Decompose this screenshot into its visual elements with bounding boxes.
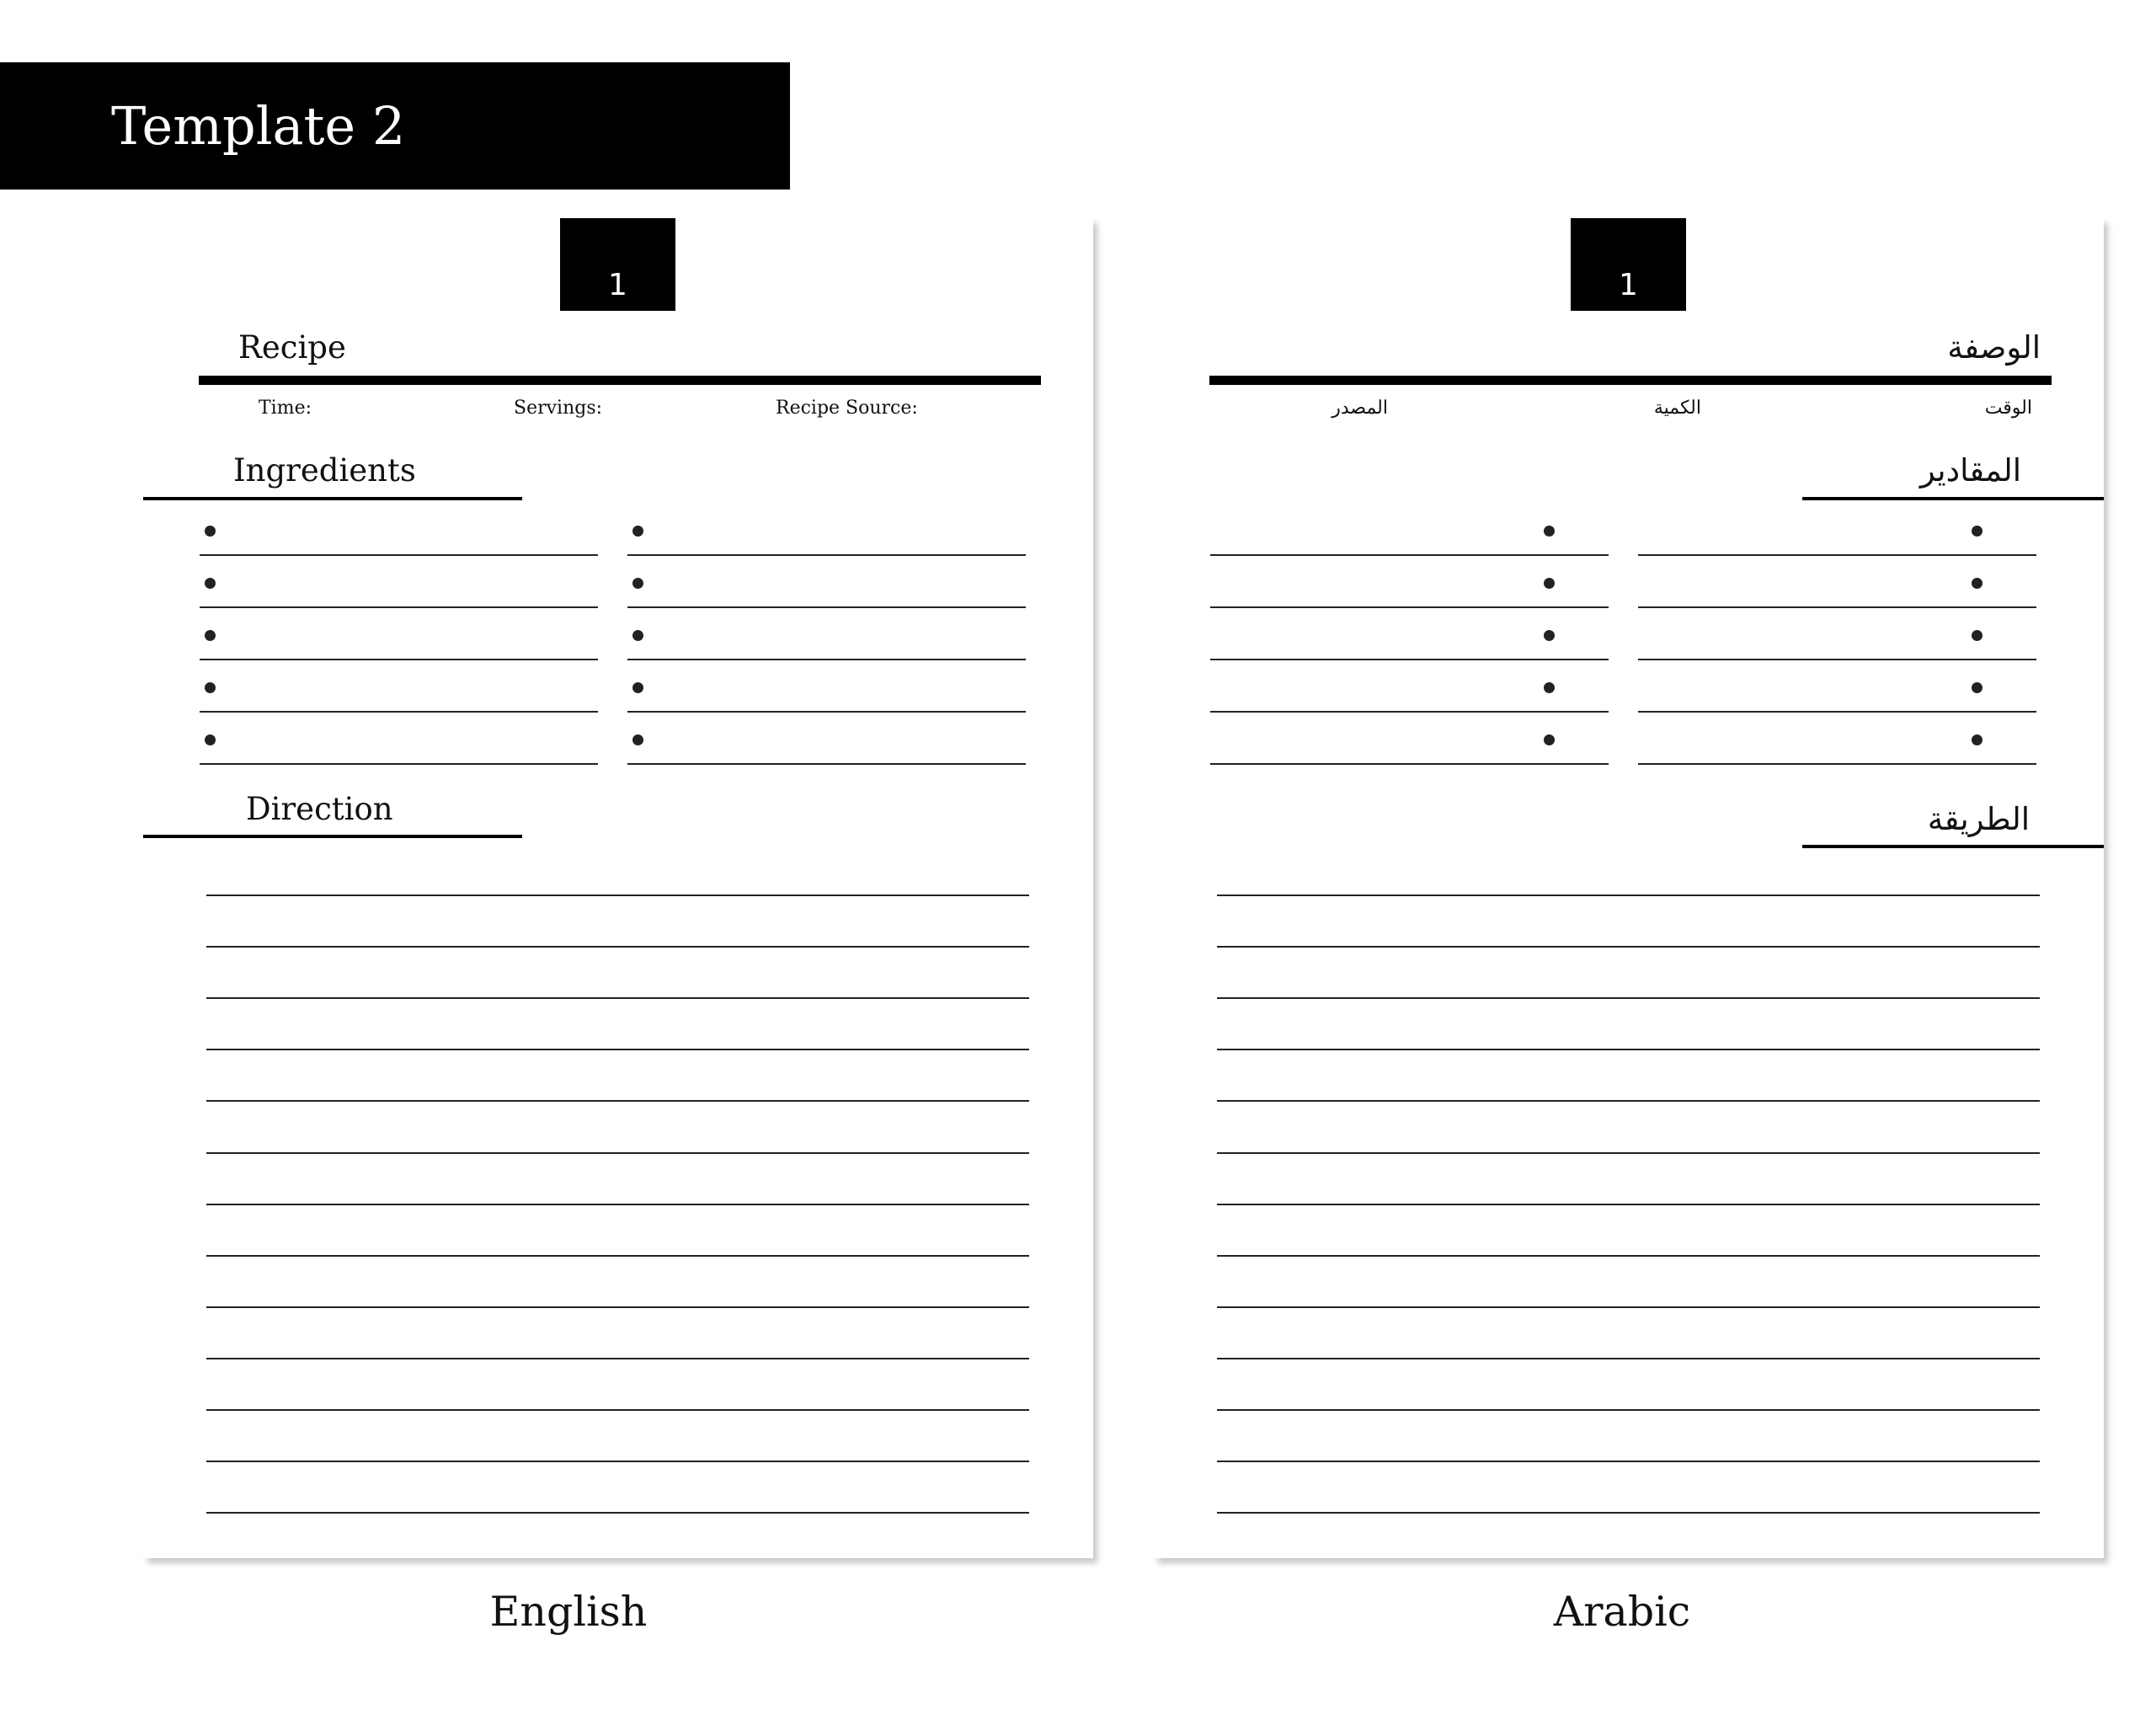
ingredient-bullet xyxy=(205,734,216,745)
ingredient-bullet xyxy=(1544,578,1555,589)
ingredient-bullet xyxy=(1544,630,1555,641)
recipe-source-label: Recipe Source: xyxy=(776,398,918,419)
recipe-source-label: المصدر xyxy=(1331,398,1388,419)
direction-heading-rule xyxy=(143,835,522,838)
ingredient-line xyxy=(1210,763,1609,765)
ingredient-bullet xyxy=(205,526,216,537)
direction-line xyxy=(206,1049,1029,1050)
page-number: 1 xyxy=(1619,268,1638,302)
arabic-recipe-sheet xyxy=(1154,218,2104,1558)
ingredient-line xyxy=(627,711,1026,713)
ingredient-bullet xyxy=(1544,682,1555,693)
ingredient-line xyxy=(627,659,1026,660)
ingredients-heading: المقادير xyxy=(1919,452,2021,489)
ingredient-line xyxy=(627,763,1026,765)
arabic-caption: Arabic xyxy=(1553,1588,1691,1636)
direction-line xyxy=(206,997,1029,999)
ingredient-line xyxy=(1638,711,2036,713)
ingredient-bullet xyxy=(1544,734,1555,745)
ingredients-heading-rule xyxy=(1802,497,2104,500)
direction-line xyxy=(1217,1512,2040,1514)
ingredients-heading: Ingredients xyxy=(233,452,416,489)
direction-line xyxy=(1217,1204,2040,1205)
ingredient-bullet xyxy=(1972,578,1983,589)
direction-line xyxy=(206,895,1029,896)
ingredient-line xyxy=(1638,606,2036,608)
english-caption: English xyxy=(489,1588,648,1636)
ingredient-bullet xyxy=(632,630,643,641)
recipe-heading-rule xyxy=(199,376,1041,385)
recipe-heading: الوصفة xyxy=(1947,329,2041,366)
direction-line xyxy=(1217,895,2040,896)
ingredient-bullet xyxy=(632,734,643,745)
direction-line xyxy=(1217,1049,2040,1050)
ingredient-bullet xyxy=(1972,630,1983,641)
ingredient-bullet xyxy=(205,578,216,589)
direction-line xyxy=(206,1409,1029,1411)
english-recipe-sheet xyxy=(143,218,1093,1558)
template-title-banner xyxy=(0,62,790,190)
direction-line xyxy=(1217,946,2040,948)
ingredient-bullet xyxy=(1972,734,1983,745)
direction-line xyxy=(206,1461,1029,1462)
recipe-heading: Recipe xyxy=(238,329,346,366)
ingredient-line xyxy=(1638,763,2036,765)
ingredient-bullet xyxy=(1972,682,1983,693)
direction-line xyxy=(206,1512,1029,1514)
ingredient-line xyxy=(1638,554,2036,556)
ingredient-bullet xyxy=(632,526,643,537)
ingredient-line xyxy=(1210,711,1609,713)
ingredient-line xyxy=(200,659,598,660)
direction-line xyxy=(206,1100,1029,1102)
ingredient-line xyxy=(627,606,1026,608)
direction-heading-rule xyxy=(1802,845,2104,848)
ingredient-line xyxy=(1210,659,1609,660)
direction-line xyxy=(1217,1461,2040,1462)
page-number-box xyxy=(560,218,675,311)
ingredient-bullet xyxy=(1544,526,1555,537)
direction-line xyxy=(206,1358,1029,1359)
ingredient-line xyxy=(627,554,1026,556)
ingredient-bullet xyxy=(205,682,216,693)
ingredient-line xyxy=(200,763,598,765)
recipe-heading-rule xyxy=(1209,376,2052,385)
time-label: Time: xyxy=(259,398,312,419)
direction-heading: Direction xyxy=(246,791,393,827)
direction-line xyxy=(206,1255,1029,1257)
ingredient-line xyxy=(200,711,598,713)
direction-line xyxy=(1217,1152,2040,1154)
ingredient-bullet xyxy=(1972,526,1983,537)
ingredient-bullet xyxy=(632,578,643,589)
ingredient-line xyxy=(1638,659,2036,660)
direction-line xyxy=(206,946,1029,948)
servings-label: الكمية xyxy=(1653,398,1701,419)
direction-line xyxy=(1217,1409,2040,1411)
ingredients-heading-rule xyxy=(143,497,522,500)
ingredient-bullet xyxy=(632,682,643,693)
template-title: Template 2 xyxy=(111,95,406,157)
servings-label: Servings: xyxy=(514,398,603,419)
ingredient-line xyxy=(200,554,598,556)
direction-line xyxy=(1217,997,2040,999)
direction-line xyxy=(1217,1255,2040,1257)
direction-heading: الطريقة xyxy=(1927,801,2030,837)
direction-line xyxy=(1217,1100,2040,1102)
direction-line xyxy=(1217,1306,2040,1308)
direction-line xyxy=(1217,1358,2040,1359)
time-label: الوقت xyxy=(1984,398,2032,419)
ingredient-line xyxy=(200,606,598,608)
ingredient-line xyxy=(1210,606,1609,608)
direction-line xyxy=(206,1306,1029,1308)
page-number: 1 xyxy=(608,268,627,302)
ingredient-line xyxy=(1210,554,1609,556)
direction-line xyxy=(206,1152,1029,1154)
direction-line xyxy=(206,1204,1029,1205)
ingredient-bullet xyxy=(205,630,216,641)
page-number-box xyxy=(1571,218,1686,311)
